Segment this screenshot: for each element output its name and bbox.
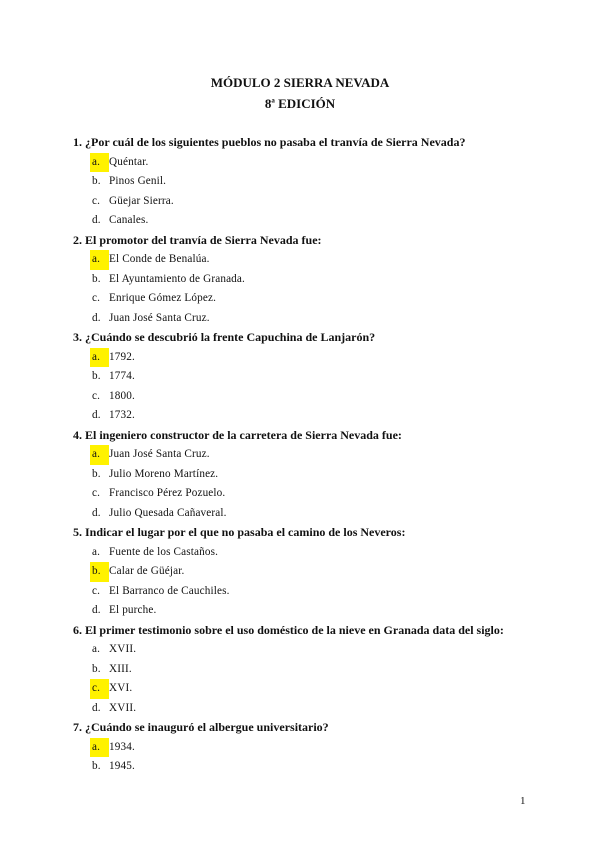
option-letter: a. — [92, 643, 101, 655]
option-text: El purche. — [109, 604, 157, 616]
option-text: Fuente de los Castaños. — [109, 545, 219, 558]
question-text: 3. ¿Cuándo se descubrió la frente Capuchina de Lanjarón? — [73, 330, 376, 344]
option-letter-highlighted: a. — [90, 348, 109, 368]
option-text: Juan José Santa Cruz. — [109, 311, 210, 324]
option-text: XVII. — [109, 643, 137, 655]
question-text: 5. Indicar el lugar por el que no pasaba el camino de los Neveros: — [73, 525, 406, 539]
option-letter-highlighted: a. — [90, 738, 109, 758]
answer-option — [73, 660, 543, 680]
option-text: Julio Quesada Cañaveral. — [109, 506, 227, 519]
answer-option — [73, 679, 543, 699]
option-text: Pinos Genil. — [109, 175, 167, 187]
option-letter: c. — [92, 389, 101, 402]
option-text: Güejar Sierra. — [109, 194, 174, 207]
answer-option — [73, 640, 543, 660]
question-text: 6. El primer testimonio sobre el uso doméstico de la nieve en Granada data del siglo: — [73, 622, 504, 637]
option-text: 1792. — [109, 350, 135, 363]
edition-text: EDICIÓN — [278, 96, 336, 111]
option-text: Quéntar. — [109, 155, 149, 168]
option-text: El Conde de Benalúa. — [109, 253, 210, 265]
option-letter: b. — [92, 662, 101, 675]
option-letter: c. — [92, 584, 101, 597]
question-text: 4. El ingeniero constructor de la carretera de Sierra Nevada fue: — [73, 427, 402, 442]
document-title: MÓDULO 2 SIERRA NEVADA — [210, 75, 390, 90]
option-letter: d. — [92, 214, 101, 226]
option-letter-highlighted: a. — [90, 250, 109, 270]
option-letter: b. — [92, 467, 101, 480]
answer-option — [73, 270, 543, 290]
option-letter-highlighted: a. — [90, 445, 109, 465]
option-text: 1934. — [109, 740, 135, 753]
option-text: Canales. — [109, 214, 149, 226]
option-letter: a. — [92, 545, 101, 558]
answer-option — [73, 582, 543, 602]
answer-option — [73, 289, 543, 309]
answer-option — [73, 484, 543, 504]
option-text: XVII. — [109, 701, 137, 714]
answer-option — [73, 504, 543, 524]
answer-option — [73, 406, 543, 426]
option-letter: b. — [92, 175, 101, 187]
answer-option — [73, 757, 543, 777]
option-letter-highlighted: b. — [90, 562, 109, 582]
answer-option — [73, 348, 543, 368]
option-text: El Ayuntamiento de Granada. — [109, 272, 245, 285]
option-letter: d. — [92, 506, 101, 519]
option-letter: c. — [92, 487, 101, 499]
edition-heading — [0, 96, 600, 112]
option-letter: b. — [92, 370, 101, 382]
answer-option — [73, 367, 543, 387]
option-text: El Barranco de Cauchiles. — [109, 584, 230, 597]
answer-option — [73, 250, 543, 270]
edition-number: 8 — [264, 96, 272, 111]
option-text: XVI. — [109, 682, 133, 694]
option-letter: b. — [92, 272, 101, 285]
option-text: Calar de Güéjar. — [109, 565, 185, 577]
answer-option — [73, 192, 543, 212]
option-letter: d. — [92, 701, 101, 714]
answer-option — [73, 211, 543, 231]
question-text: 7. ¿Cuándo se inauguró el albergue universitario? — [73, 720, 329, 734]
answer-option — [73, 465, 543, 485]
option-text: 1800. — [109, 389, 135, 402]
edition-ordinal-sup: a — [271, 96, 275, 105]
answer-option — [73, 543, 543, 563]
answer-option — [73, 601, 543, 621]
question-list — [73, 133, 543, 777]
answer-option — [73, 445, 543, 465]
answer-option — [73, 309, 543, 329]
answer-option — [73, 387, 543, 407]
option-letter-highlighted: a. — [90, 153, 109, 173]
option-letter: c. — [92, 292, 101, 304]
question-text: 2. El promotor del tranvía de Sierra Nevada fue: — [73, 232, 322, 247]
option-text: XIII. — [109, 662, 132, 675]
answer-option — [73, 153, 543, 173]
option-letter-highlighted: c. — [90, 679, 109, 699]
option-text: Juan José Santa Cruz. — [109, 448, 210, 460]
answer-option — [73, 562, 543, 582]
answer-option — [73, 738, 543, 758]
option-letter: c. — [92, 194, 101, 207]
option-letter: d. — [92, 409, 101, 421]
option-text: 1774. — [109, 370, 135, 382]
question-text: 1. ¿Por cuál de los siguientes pueblos no pasaba el tranvía de Sierra Nevada? — [73, 135, 466, 149]
page-number: 1 — [520, 795, 526, 807]
option-letter: b. — [92, 760, 101, 772]
option-text: Julio Moreno Martínez. — [109, 467, 219, 480]
option-text: Enrique Gómez López. — [109, 292, 217, 304]
option-text: 1945. — [109, 760, 135, 772]
option-letter: d. — [92, 604, 101, 616]
option-letter: d. — [92, 311, 101, 324]
answer-option — [73, 699, 543, 719]
option-text: Francisco Pérez Pozuelo. — [109, 487, 226, 499]
answer-option — [73, 172, 543, 192]
option-text: 1732. — [109, 409, 135, 421]
